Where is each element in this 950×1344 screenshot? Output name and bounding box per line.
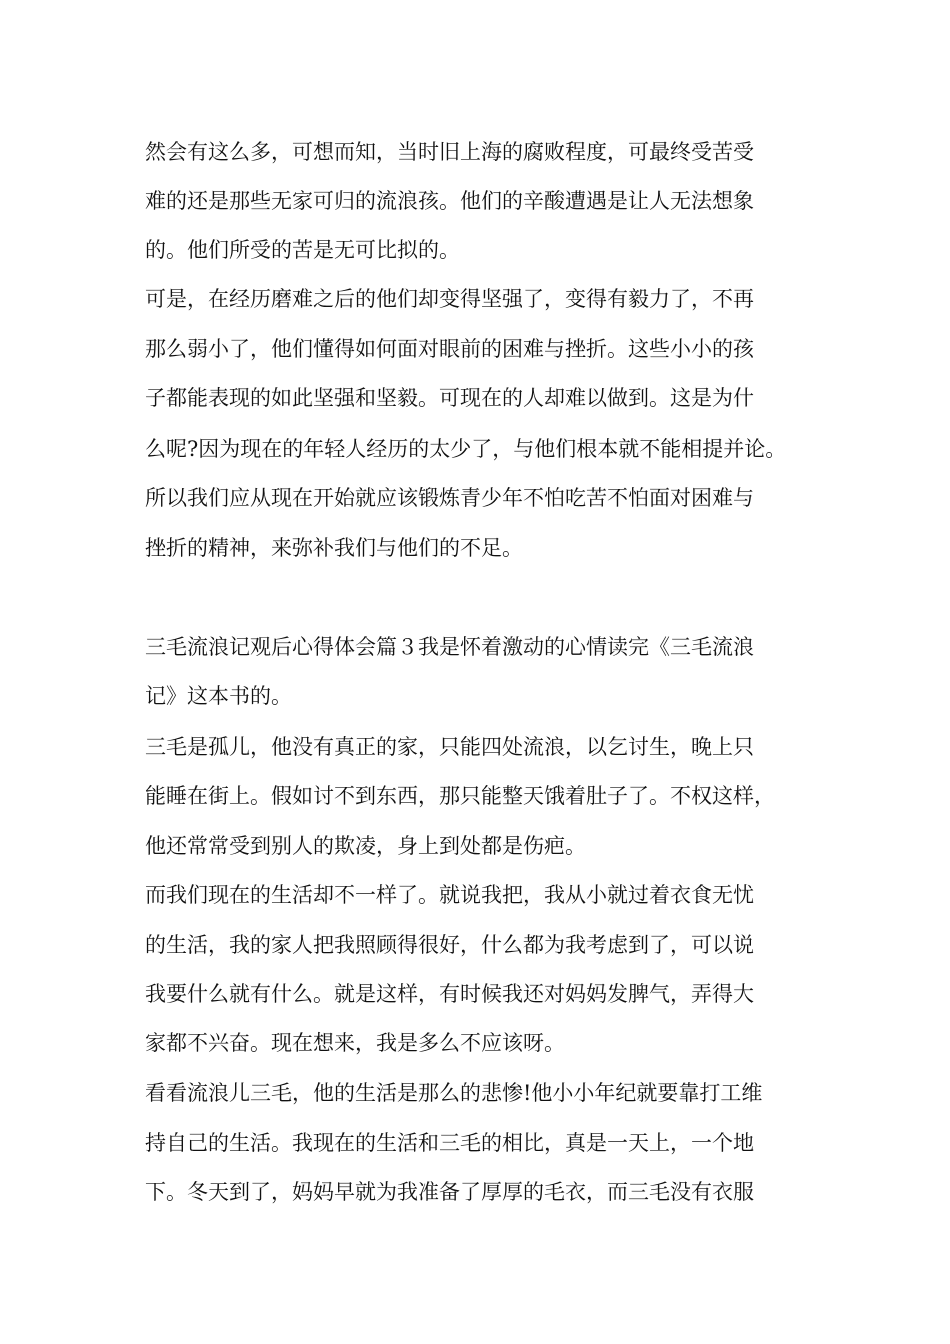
text-line: 记》这本书的。 bbox=[145, 684, 292, 708]
text-line: 他还常常受到别人的欺凌，身上到处都是伤疤。 bbox=[145, 834, 586, 858]
text-line: 持自己的生活。我现在的生活和三毛的相比，真是一天上，一个地 bbox=[145, 1131, 754, 1155]
text-line: 而我们现在的生活却不一样了。就说我把，我从小就过着衣食无忧 bbox=[145, 883, 754, 907]
text-line: 然会有这么多，可想而知，当时旧上海的腐败程度，可最终受苦受 bbox=[145, 140, 754, 164]
text-line: 的生活，我的家人把我照顾得很好，什么都为我考虑到了，可以说 bbox=[145, 933, 754, 957]
text-line: 三毛是孤儿，他没有真正的家，只能四处流浪，以乞讨生，晚上只 bbox=[145, 735, 754, 759]
text-line: 的。他们所受的苦是无可比拟的。 bbox=[145, 238, 460, 262]
text-line: 三毛流浪记观后心得体会篇３我是怀着激动的心情读完《三毛流浪 bbox=[145, 635, 754, 659]
text-line: 下。冬天到了，妈妈早就为我准备了厚厚的毛衣，而三毛没有衣服 bbox=[145, 1180, 754, 1204]
text-line: 子都能表现的如此坚强和坚毅。可现在的人却难以做到。这是为什 bbox=[145, 386, 754, 410]
text-line: 看看流浪儿三毛，他的生活是那么的悲惨!他小小年纪就要靠打工维 bbox=[145, 1081, 763, 1105]
text-line: 难的还是那些无家可归的流浪孩。他们的辛酸遭遇是让人无法想象 bbox=[145, 189, 754, 213]
text-line: 所以我们应从现在开始就应该锻炼青少年不怕吃苦不怕面对困难与 bbox=[145, 486, 754, 510]
text-line: 那么弱小了，他们懂得如何面对眼前的困难与挫折。这些小小的孩 bbox=[145, 337, 754, 361]
text-line: 我要什么就有什么。就是这样，有时候我还对妈妈发脾气，弄得大 bbox=[145, 982, 754, 1006]
text-line: 可是，在经历磨难之后的他们却变得坚强了，变得有毅力了，不再 bbox=[145, 287, 754, 311]
text-line: 么呢?因为现在的年轻人经历的太少了，与他们根本就不能相提并论。 bbox=[145, 437, 787, 461]
text-line: 挫折的精神，来弥补我们与他们的不足。 bbox=[145, 536, 523, 560]
text-line: 能睡在街上。假如讨不到东西，那只能整天饿着肚子了。不权这样， bbox=[145, 784, 775, 808]
text-line: 家都不兴奋。现在想来，我是多么不应该呀。 bbox=[145, 1031, 565, 1055]
